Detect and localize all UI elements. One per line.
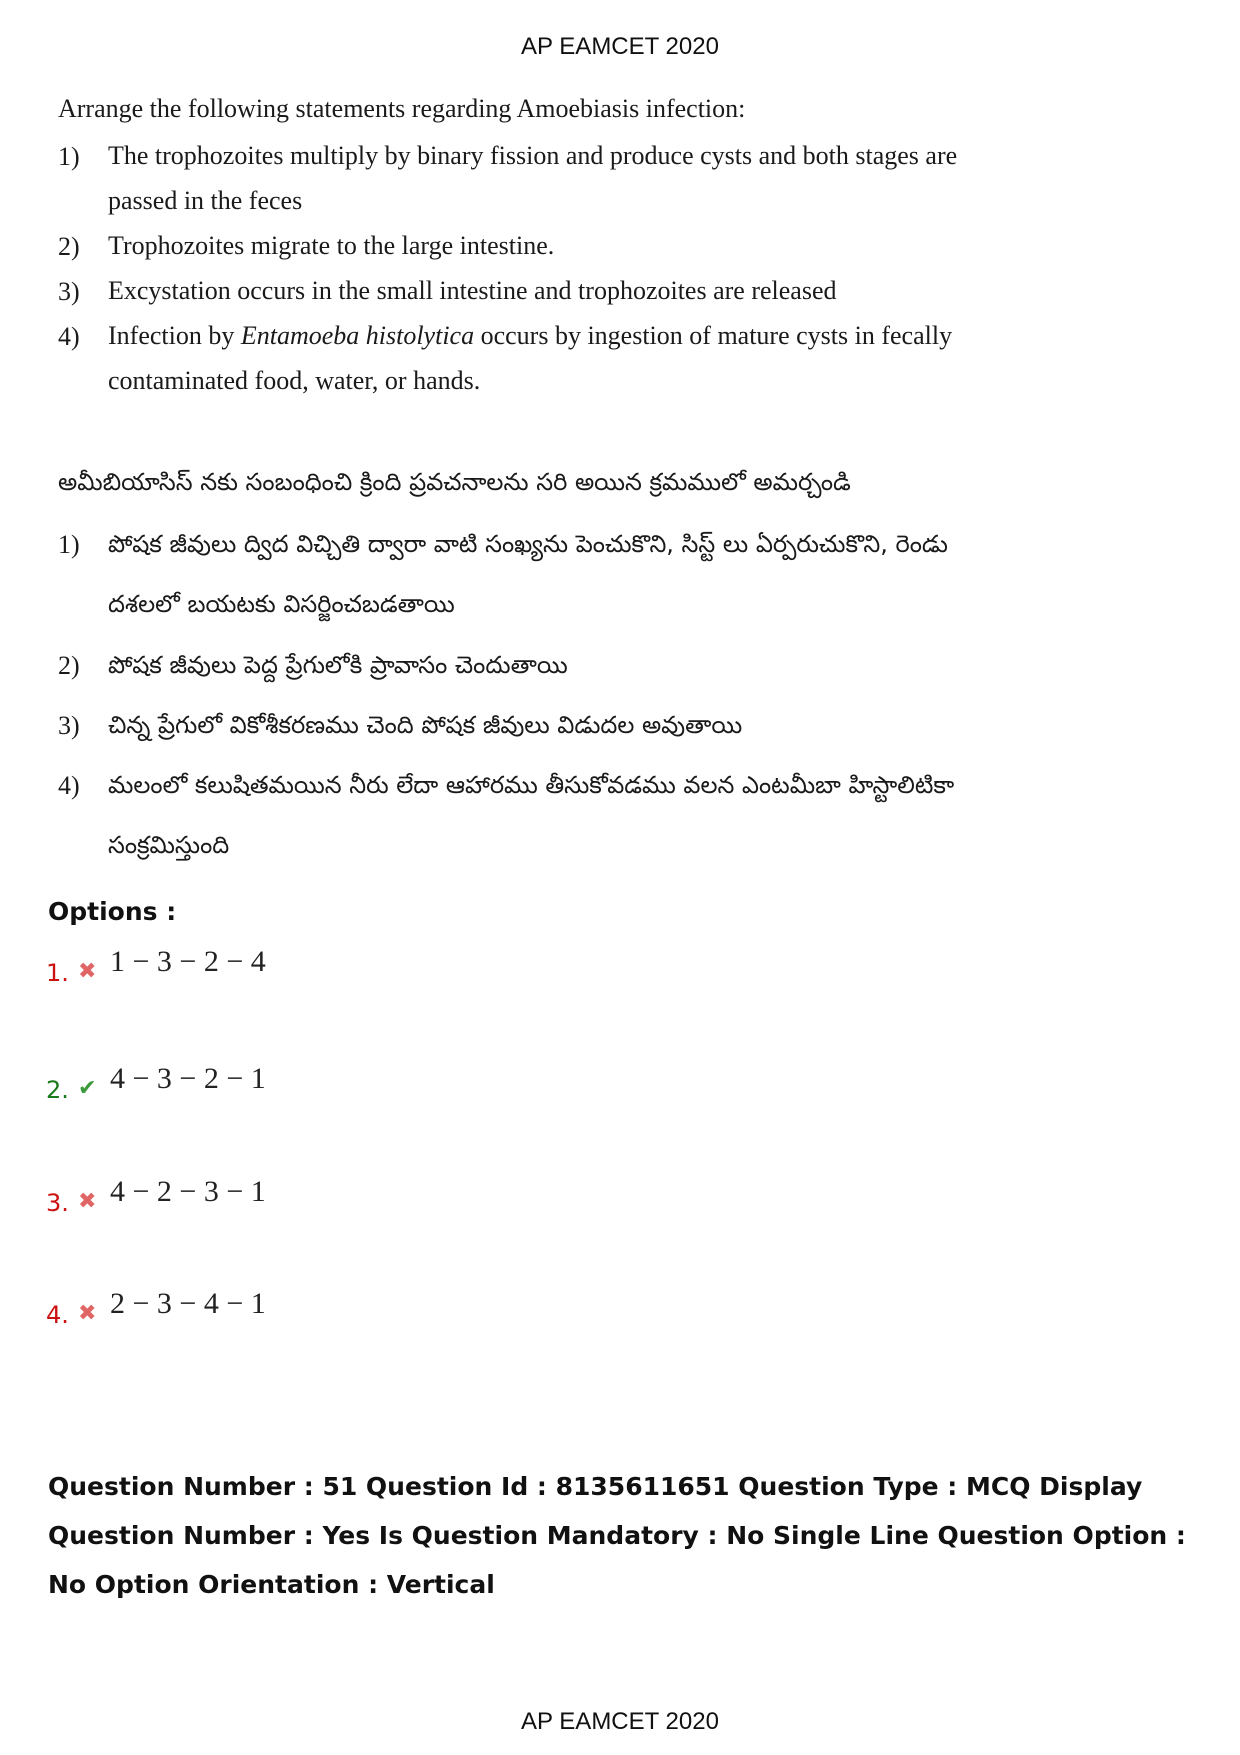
question-metadata: Question Number : 51 Question Id : 8135611651 Question Type : MCQ Display Question Number : Yes Is Question Mandatory : No Single Line Question Option : No Option Orientation : Vertical: [48, 1472, 1186, 1599]
option-value: 4 − 2 − 3 − 1: [110, 1175, 266, 1208]
option-number: 3.: [46, 1189, 69, 1217]
statement-number: 3): [58, 711, 80, 740]
option-number: 4.: [46, 1301, 69, 1329]
option-number: 2.: [46, 1076, 69, 1104]
wrong-icon: ✖: [78, 1189, 97, 1214]
wrong-icon: ✖: [78, 959, 97, 984]
question-intro-english: Arrange the following statements regarding Amoebiasis infection:: [58, 94, 746, 123]
statement-text: The trophozoites multiply by binary fission and produce cysts and both stages are passed in the feces: [108, 141, 958, 215]
page-header: AP EAMCET 2020: [521, 33, 719, 60]
option-number: 1.: [46, 959, 69, 987]
statement-number: 3): [58, 277, 80, 306]
statement-text: మలంలో కలుషితమయిన నీరు లేదా ఆహారము తీసుకోవడము వలన ఎంటమీబా హిస్టాలిటికా సంక్రమిస్తుంది: [108, 771, 955, 859]
wrong-icon: ✖: [78, 1301, 97, 1326]
statement-text: పోషక జీవులు ద్విద విచ్చితి ద్వారా వాటి సంఖ్యను పెంచుకొని, సిస్ట్ లు ఏర్పరుచుకొని, రెండు దశలలో బయటకు విసర్జించబడతాయి: [108, 530, 948, 618]
statement-number: 4): [58, 771, 80, 800]
option-value: 2 − 3 − 4 − 1: [110, 1287, 266, 1320]
statement-number: 4): [58, 322, 80, 351]
options-label: Options :: [48, 897, 177, 926]
statement-text: పోషక జీవులు పెద్ద ప్రేగులోకి ప్రావాసం చెందుతాయి: [108, 651, 568, 679]
page-footer: AP EAMCET 2020: [521, 1708, 719, 1735]
question-intro-telugu: అమీబియాసిస్ నకు సంబంధించి క్రింది ప్రవచనాలను సరి అయిన క్రమములో అమర్చండి: [58, 468, 851, 496]
species-name: Entamoeba histolytica: [240, 321, 475, 350]
statement-number: 1): [58, 530, 80, 559]
statement-number: 1): [58, 142, 80, 171]
option-value: 1 − 3 − 2 − 4: [110, 945, 266, 978]
statement-text-after: occurs by ingestion of mature cysts in fecally contaminated food, water, or hands.: [108, 321, 953, 395]
statement-text: Trophozoites migrate to the large intestine.: [108, 231, 555, 260]
statement-number: 2): [58, 232, 80, 261]
statement-text: [108, 313, 968, 403]
option-value: 4 − 3 − 2 − 1: [110, 1062, 266, 1095]
statement-text-before: Infection by: [108, 321, 241, 350]
correct-icon: ✔: [78, 1076, 97, 1101]
statement-number: 2): [58, 651, 80, 680]
statement-text: Excystation occurs in the small intestine and trophozoites are released: [108, 276, 837, 305]
statement-text: చిన్న ప్రేగులో వికోశీకరణము చెంది పోషక జీవులు విడుదల అవుతాయి: [108, 711, 743, 739]
